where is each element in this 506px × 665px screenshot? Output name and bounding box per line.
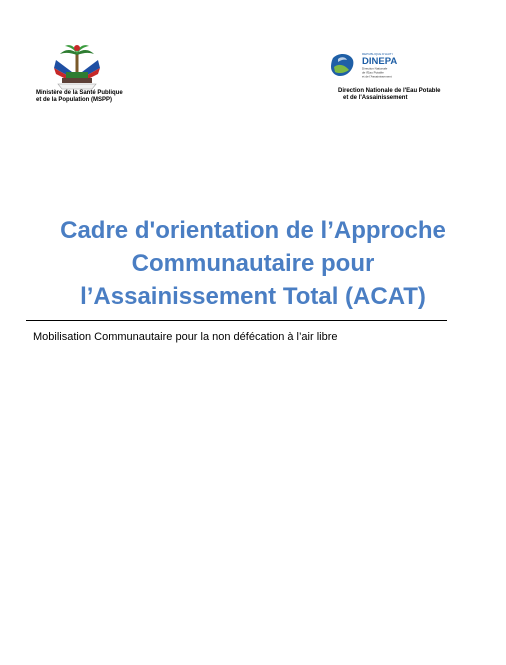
dinepa-name-line1: Direction Nationale de l'Eau Potable: [338, 88, 441, 94]
dinepa-name-line2: et de l'Assainissement: [343, 95, 408, 101]
mspp-name: [36, 90, 123, 104]
mspp-name-line2: et de la Population (MSPP): [36, 97, 113, 103]
document-title: [20, 214, 486, 313]
haiti-coat-of-arms-icon: [50, 42, 104, 90]
dinepa-logo-icon: [330, 50, 410, 82]
title-divider: [26, 320, 447, 321]
logo-text: DINEPA: [362, 56, 398, 67]
logo-desc-line2: de l'Eau Potable: [362, 70, 384, 75]
logo-desc-line3: et de l'Assainissement: [362, 74, 392, 79]
title-line3: l’Assainissement Total (ACAT): [80, 283, 426, 310]
document-subtitle: Mobilisation Communautaire pour la non défécation à l’air libre: [33, 331, 338, 343]
dinepa-name: [338, 88, 440, 102]
logo-small-text: REPUBLIQUE D'HAITI: [362, 52, 393, 56]
mspp-name-line1: Ministère de la Santé Publique: [36, 90, 123, 96]
title-line2: Communautaire pour: [131, 250, 375, 277]
title-line1: Cadre d'orientation de l’Approche: [60, 217, 446, 244]
logo-desc-line1: Direction Nationale: [362, 66, 388, 71]
